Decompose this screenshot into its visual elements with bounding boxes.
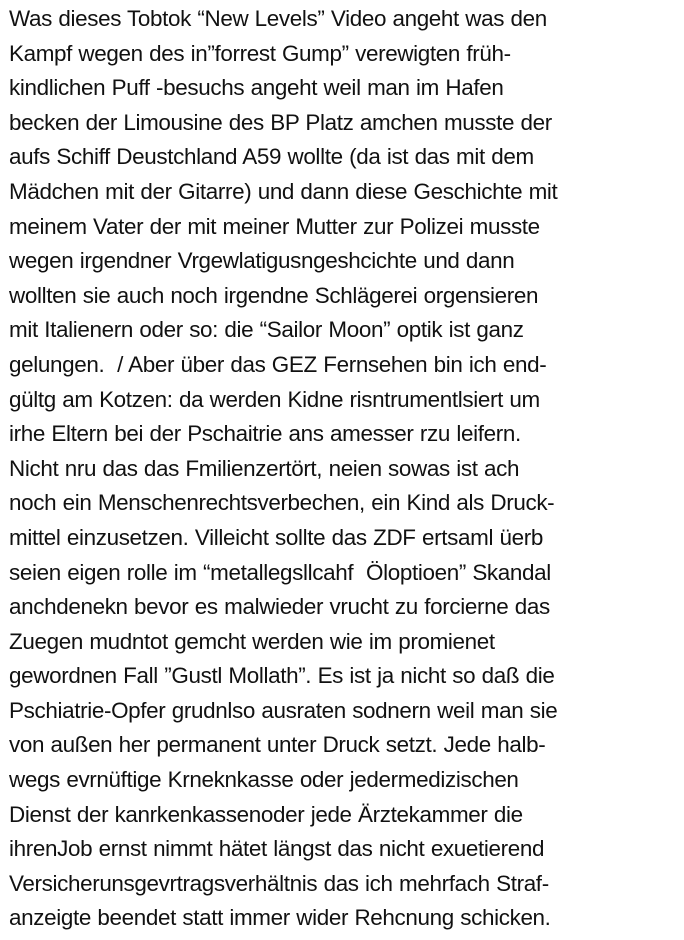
text-line: becken der Limousine des BP Platz amchen musste der [9, 109, 552, 135]
text-line: Zuegen mudntot gemcht werden wie im promienet [9, 628, 495, 654]
text-line: ihrenJob ernst nimmt hätet längst das nicht exuetierend [9, 836, 545, 862]
text-line: Nicht nru das das Fmilienzertört, neien sowas ist ach [9, 455, 520, 481]
text-line: anchdenekn bevor es malwieder vrucht zu forcierne das [9, 594, 550, 620]
text-line: noch ein Menschenrechtsverbechen, ein Kind als Druck- [9, 490, 555, 516]
text-line: gültg am Kotzen: da werden Kidne risntrumentlsiert um [9, 386, 540, 412]
text-line: irhe Eltern bei der Pschaitrie ans amesser rzu leifern. [9, 421, 521, 447]
text-line: kindlichen Puff -besuchs angeht weil man im Hafen [9, 75, 504, 101]
text-line: aufs Schiff Deustchland A59 wollte (da ist das mit dem [9, 144, 534, 170]
text-line: meinem Vater der mit meiner Mutter zur Polizei musste [9, 213, 540, 239]
text-line: Pschiatrie-Opfer grudnlso ausraten sodnern weil man sie [9, 697, 558, 723]
text-line: Kampf wegen des in”forrest Gump” verewigten früh- [9, 40, 511, 66]
text-line: seien eigen rolle im “metallegsllcahf Öloptioen” Skandal [9, 559, 551, 585]
text-line: anzeigte beendet statt immer wider Rehcnung schicken. [9, 905, 551, 931]
text-line: Mädchen mit der Gitarre) und dann diese Geschichte mit [9, 178, 558, 204]
text-line: Versicherunsgevrtragsverhältnis das ich mehrfach Straf- [9, 870, 549, 896]
text-line: Dienst der kanrkenkassenoder jede Ärztekammer die [9, 801, 523, 827]
text-line: mittel einzusetzen. Villeicht sollte das ZDF ertsaml üerb [9, 524, 543, 550]
text-line: wegen irgendner Vrgewlatigusngeshcichte und dann [9, 248, 515, 274]
text-line: Was dieses Tobtok “New Levels” Video angeht was den [9, 6, 547, 31]
text-line: mit Italienern oder so: die “Sailor Moon” optik ist ganz [9, 317, 524, 343]
text-line: gelungen. / Aber über das GEZ Fernsehen bin ich end- [9, 351, 547, 377]
text-line: von außen her permanent unter Druck setzt. Jede halb- [9, 732, 546, 758]
text-line: gewordnen Fall ”Gustl Mollath”. Es ist ja nicht so daß die [9, 663, 555, 689]
text-line: wollten sie auch noch irgendne Schlägerei orgensieren [9, 282, 539, 308]
body-text [9, 2, 681, 936]
text-line: wegs evrnüftige Krneknkasse oder jedermedizischen [9, 767, 519, 793]
